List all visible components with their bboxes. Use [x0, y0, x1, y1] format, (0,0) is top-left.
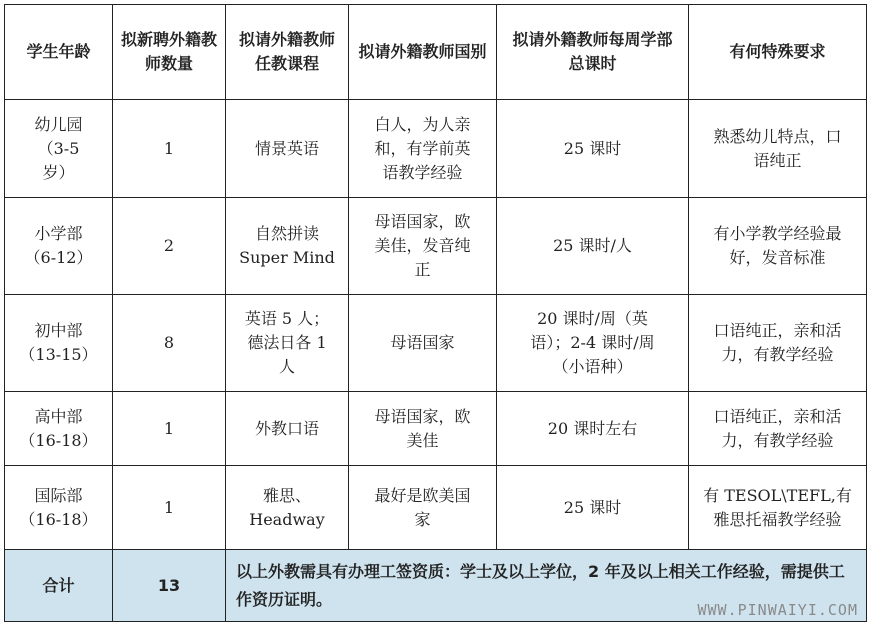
cell-age: 小学部 （6-12） [5, 198, 113, 295]
table-row [5, 295, 867, 392]
cell-requirements: 有 TESOL\TEFL,有 雅思托福教学经验 [689, 466, 867, 550]
total-note: 以上外教需具有办理工签资质：学士及以上学位，2 年及以上相关工作经验，需提供工作资历证明。 [226, 550, 867, 622]
cell-age: 高中部 （16-18） [5, 392, 113, 466]
table-row [5, 466, 867, 550]
cell-requirements: 口语纯正，亲和活 力，有教学经验 [689, 295, 867, 392]
cell-course: 雅思、 Headway [226, 466, 349, 550]
site-watermark: WWW.PINWAIYI.COM [697, 601, 858, 619]
cell-age: 幼儿园 （3-5 岁） [5, 100, 113, 198]
cell-course: 自然拼读 Super Mind [226, 198, 349, 295]
total-label: 合计 [5, 550, 113, 622]
cell-hours: 25 课时 [497, 466, 689, 550]
cell-count: 8 [113, 295, 226, 392]
cell-count: 1 [113, 100, 226, 198]
cell-age: 初中部 （13-15） [5, 295, 113, 392]
header-student-age: 学生年龄 [5, 5, 113, 100]
cell-country: 最好是欧美国 家 [349, 466, 497, 550]
cell-count: 2 [113, 198, 226, 295]
cell-hours: 25 课时 [497, 100, 689, 198]
cell-count: 1 [113, 466, 226, 550]
cell-hours: 25 课时/人 [497, 198, 689, 295]
cell-hours: 20 课时/周（英 语）；2-4 课时/周 （小语种） [497, 295, 689, 392]
cell-hours: 20 课时左右 [497, 392, 689, 466]
cell-country: 白人，为人亲 和，有学前英 语教学经验 [349, 100, 497, 198]
table-row [5, 100, 867, 198]
header-requirements: 有何特殊要求 [689, 5, 867, 100]
cell-age: 国际部 （16-18） [5, 466, 113, 550]
cell-requirements: 口语纯正，亲和活 力，有教学经验 [689, 392, 867, 466]
header-teacher-count: 拟新聘外籍教师数量 [113, 5, 226, 100]
cell-count: 1 [113, 392, 226, 466]
cell-requirements: 有小学教学经验最 好，发音标准 [689, 198, 867, 295]
cell-country: 母语国家 [349, 295, 497, 392]
header-country: 拟请外籍教师国别 [349, 5, 497, 100]
cell-course: 英语 5 人； 德法日各 1 人 [226, 295, 349, 392]
header-weekly-hours: 拟请外籍教师每周学部总课时 [497, 5, 689, 100]
recruitment-table [4, 4, 867, 622]
cell-course: 外教口语 [226, 392, 349, 466]
cell-country: 母语国家，欧 美佳 [349, 392, 497, 466]
header-course: 拟请外籍教师任教课程 [226, 5, 349, 100]
cell-country: 母语国家，欧 美佳，发音纯 正 [349, 198, 497, 295]
cell-requirements: 熟悉幼儿特点，口 语纯正 [689, 100, 867, 198]
header-row [5, 5, 867, 100]
total-count: 13 [113, 550, 226, 622]
cell-course: 情景英语 [226, 100, 349, 198]
table-row [5, 198, 867, 295]
table-row [5, 392, 867, 466]
